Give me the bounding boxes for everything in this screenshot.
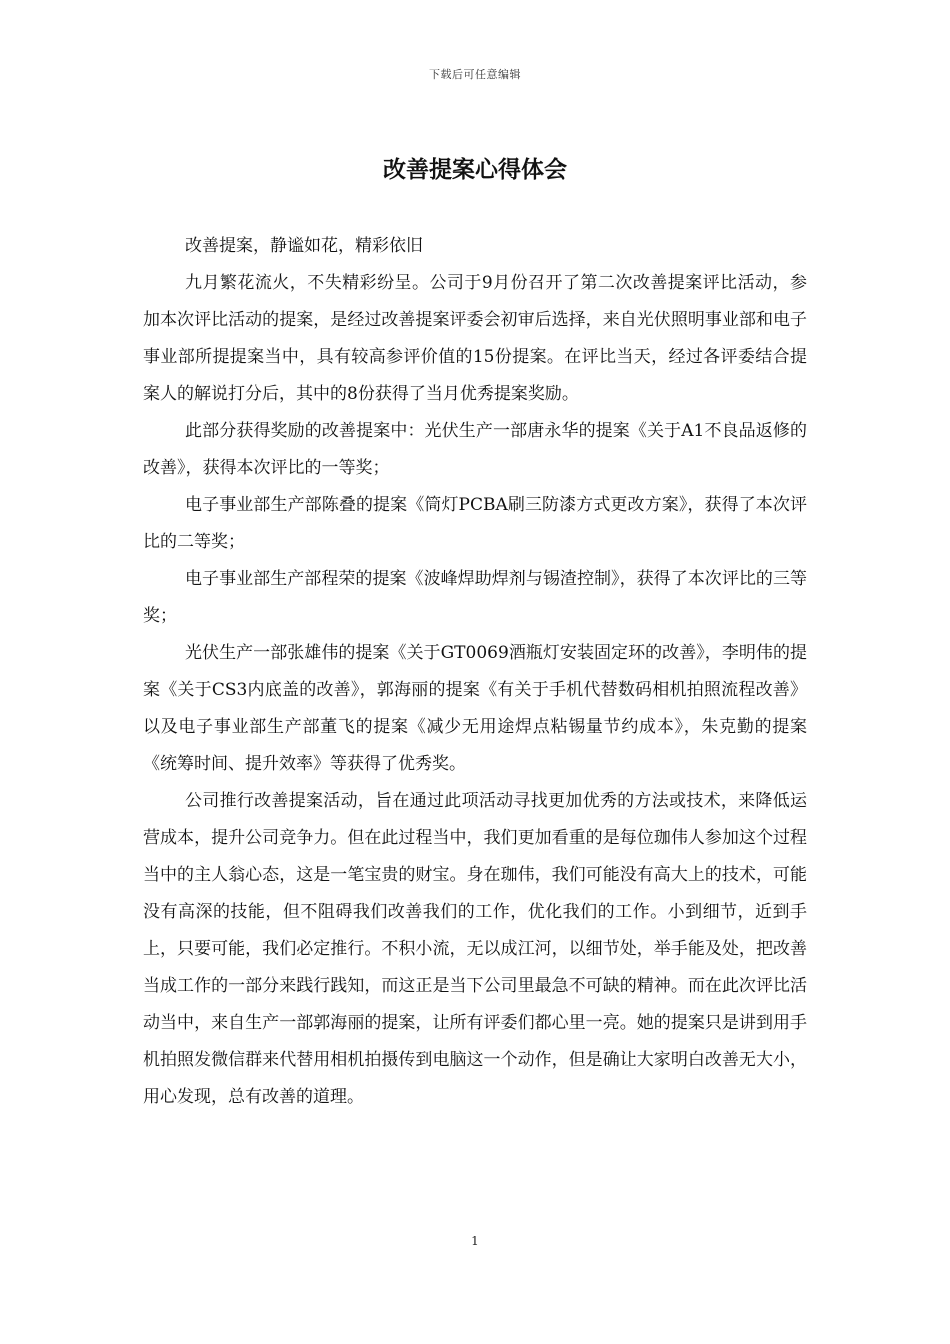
paragraph-subtitle: 改善提案，静谧如花，精彩依旧 [185, 236, 423, 256]
page-number: 1 [471, 1234, 479, 1248]
document-title: 改善提案心得体会 [383, 156, 567, 183]
paragraph-second-prize: 电子事业部生产部陈叠的提案《筒灯PCBA刷三防漆方式更改方案》，获得了本次评比的二等奖； [143, 495, 807, 552]
paragraph-third-prize: 电子事业部生产部程荣的提案《波峰焊助焊剂与锡渣控制》，获得了本次评比的三等奖； [143, 569, 807, 626]
paragraph-reflection: 公司推行改善提案活动，旨在通过此项活动寻找更加优秀的方法或技术，来降低运营成本，提升公司竞争力。但在此过程当中，我们更加看重的是每位珈伟人参加这个过程当中的主人翁心态，这是一笔宝贵的财宝。身在珈伟，我们可能没有高大上的技术，可能没有高深的技能，但不阻碍我们改善我们的工作，优化我们的工作。小到细节，近到手上，只要可能，我们必定推行。不积小流，无以成江河，以细节处，举手能及处，把改善当成工作的一部分来践行践知，而这正是当下公司里最急不可缺的精神。而在此次评比活动当中，来自生产一部郭海丽的提案，让所有评委们都心里一亮。她的提案只是讲到用手机拍照发微信群来代替用相机拍摄传到电脑这一个动作，但是确让大家明白改善无大小，用心发现，总有改善的道理。 [143, 791, 807, 1107]
paragraph-intro: 九月繁花流火，不失精彩纷呈。公司于9月份召开了第二次改善提案评比活动，参加本次评比活动的提案，是经过改善提案评委会初审后选择，来自光伏照明事业部和电子事业部所提提案当中，具有较高参评价值的15份提案。在评比当天，经过各评委结合提案人的解说打分后，其中的8份获得了当月优秀提案奖励。 [143, 273, 807, 404]
document-body [143, 228, 807, 1116]
paragraph-first-prize: 此部分获得奖励的改善提案中：光伏生产一部唐永华的提案《关于A1不良品返修的改善》，获得本次评比的一等奖； [143, 421, 807, 478]
paragraph-excellence-awards: 光伏生产一部张雄伟的提案《关于GT0069酒瓶灯安装固定环的改善》，李明伟的提案《关于CS3内底盖的改善》，郭海丽的提案《有关于手机代替数码相机拍照流程改善》以及电子事业部生产部董飞的提案《减少无用途焊点粘锡量节约成本》，朱克勤的提案《统筹时间、提升效率》等获得了优秀奖。 [143, 643, 807, 774]
header-note: 下载后可任意编辑 [429, 68, 521, 81]
